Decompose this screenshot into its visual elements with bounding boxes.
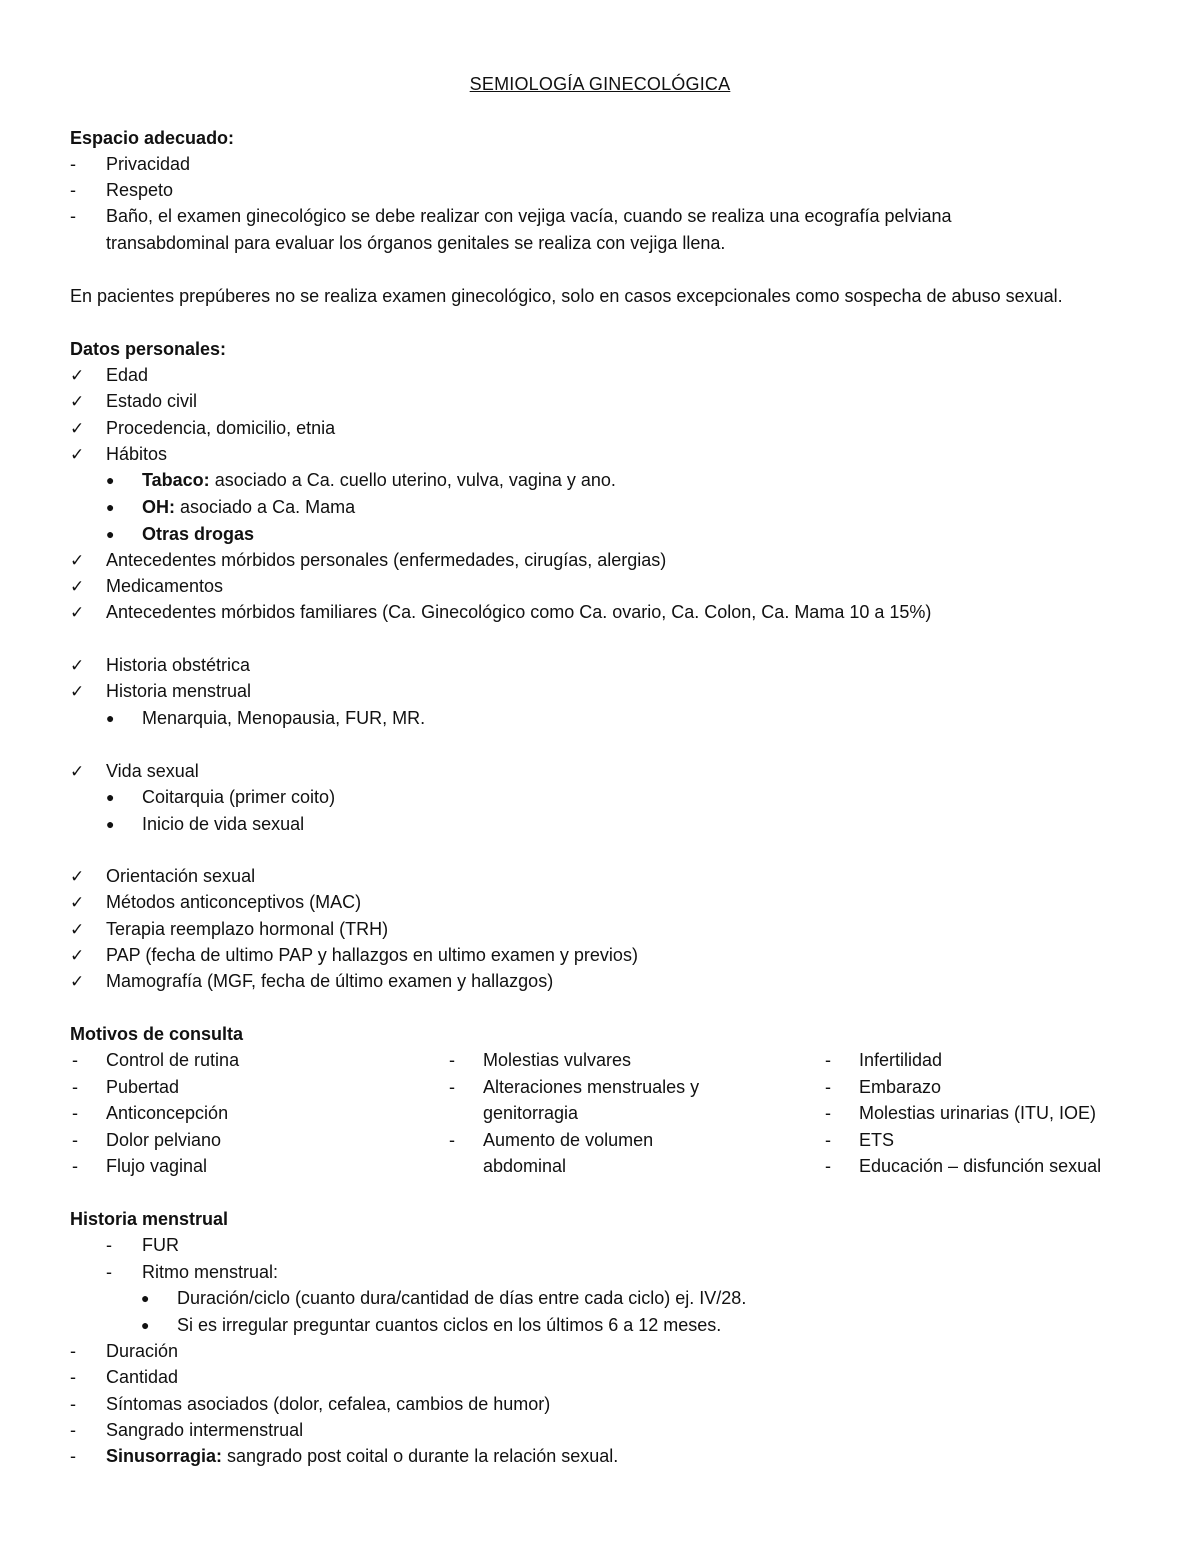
item-text: Mamografía (MGF, fecha de último examen y hallazgos) bbox=[106, 971, 554, 991]
item-text: Medicamentos bbox=[106, 576, 224, 596]
item-text: asociado a Ca. cuello uterino, vulva, vagina y ano. bbox=[209, 470, 616, 490]
list-item bbox=[70, 1417, 303, 1443]
item-text: asociado a Ca. Mama bbox=[175, 497, 356, 517]
item-text: Dolor pelviano bbox=[106, 1129, 222, 1150]
heading-espacio: Espacio adecuado: bbox=[70, 128, 235, 148]
item-text: Si es irregular preguntar cuantos ciclos en los últimos 6 a 12 meses. bbox=[177, 1315, 722, 1335]
check-icon: ✓ bbox=[70, 603, 85, 622]
check-icon: ✓ bbox=[70, 972, 85, 991]
list-item bbox=[72, 1153, 239, 1180]
list-item bbox=[70, 151, 190, 177]
check-item bbox=[70, 863, 255, 889]
bullet-item bbox=[106, 784, 335, 810]
item-text: Sangrado intermenstrual bbox=[106, 1420, 304, 1440]
dash-marker: - bbox=[72, 1050, 78, 1070]
item-label: Tabaco: bbox=[142, 470, 210, 490]
list-item bbox=[70, 203, 952, 229]
item-text: Historia menstrual bbox=[106, 681, 252, 701]
item-text: Orientación sexual bbox=[106, 866, 256, 886]
item-text: Vida sexual bbox=[106, 761, 199, 781]
check-icon: ✓ bbox=[70, 551, 85, 570]
list-item bbox=[825, 1153, 1101, 1180]
dash-marker: - bbox=[70, 1367, 76, 1387]
check-item bbox=[70, 599, 931, 625]
item-text: Educación – disfunción sexual bbox=[859, 1156, 1102, 1176]
item-text: Procedencia, domicilio, etnia bbox=[106, 418, 336, 438]
item-text: Molestias vulvares bbox=[483, 1050, 632, 1070]
motivos-column-3 bbox=[825, 1047, 1101, 1180]
dash-marker: - bbox=[70, 1394, 76, 1414]
item-text: Terapia reemplazo hormonal (TRH) bbox=[106, 919, 389, 939]
item-text: Edad bbox=[106, 365, 149, 385]
dash-marker: - bbox=[70, 206, 76, 226]
item-text: Baño, el examen ginecológico se debe realizar con vejiga vacía, cuando se realiza una ecografía pelviana bbox=[106, 206, 952, 226]
bullet-icon: ● bbox=[106, 526, 115, 542]
list-item bbox=[72, 1074, 239, 1101]
dash-marker: - bbox=[825, 1103, 831, 1123]
bullet-icon: ● bbox=[106, 499, 115, 515]
item-text: Hábitos bbox=[106, 444, 168, 464]
check-item bbox=[70, 573, 223, 599]
list-item bbox=[106, 1259, 278, 1285]
dash-marker: - bbox=[70, 1446, 76, 1466]
list-item bbox=[449, 1074, 699, 1101]
check-icon: ✓ bbox=[70, 392, 85, 411]
bullet-icon: ● bbox=[106, 472, 115, 488]
check-icon: ✓ bbox=[70, 762, 85, 781]
list-item bbox=[449, 1127, 699, 1154]
bullet-icon: ● bbox=[141, 1290, 150, 1306]
list-item-continuation: genitorragia bbox=[483, 1103, 579, 1123]
list-item bbox=[449, 1047, 699, 1074]
item-text: Estado civil bbox=[106, 391, 198, 411]
item-text: Síntomas asociados (dolor, cefalea, cambios de humor) bbox=[106, 1394, 551, 1414]
item-text: Menarquia, Menopausia, FUR, MR. bbox=[142, 708, 426, 728]
item-text: Cantidad bbox=[106, 1367, 179, 1387]
list-item bbox=[70, 1364, 178, 1390]
bullet-icon: ● bbox=[106, 789, 115, 805]
item-label: Sinusorragia: bbox=[106, 1446, 223, 1466]
list-item bbox=[825, 1127, 1101, 1154]
dash-marker: - bbox=[70, 1341, 76, 1361]
dash-marker: - bbox=[70, 1420, 76, 1440]
item-text: Antecedentes mórbidos personales (enfermedades, cirugías, alergias) bbox=[106, 550, 667, 570]
dash-marker: - bbox=[106, 1235, 112, 1255]
list-item bbox=[70, 177, 173, 203]
dash-marker: - bbox=[106, 1262, 112, 1282]
heading-motivos: Motivos de consulta bbox=[70, 1024, 244, 1044]
dash-marker: - bbox=[70, 180, 76, 200]
check-icon: ✓ bbox=[70, 445, 85, 464]
page-title: SEMIOLOGÍA GINECOLÓGICA bbox=[469, 74, 731, 94]
item-text: Antecedentes mórbidos familiares (Ca. Ginecológico como Ca. ovario, Ca. Colon, Ca. Mama 10 a 15%) bbox=[106, 602, 932, 622]
list-item bbox=[72, 1127, 239, 1154]
check-item bbox=[70, 362, 148, 388]
item-text: Historia obstétrica bbox=[106, 655, 251, 675]
list-item bbox=[106, 1232, 179, 1258]
check-icon: ✓ bbox=[70, 577, 85, 596]
check-icon: ✓ bbox=[70, 682, 85, 701]
dash-marker: - bbox=[825, 1156, 831, 1176]
item-label: Otras drogas bbox=[142, 524, 255, 544]
bullet-item bbox=[141, 1285, 746, 1311]
motivos-column-2 bbox=[449, 1047, 699, 1180]
check-icon: ✓ bbox=[70, 946, 85, 965]
check-icon: ✓ bbox=[70, 656, 85, 675]
item-text: Flujo vaginal bbox=[106, 1156, 208, 1176]
list-item-continuation: abdominal bbox=[483, 1156, 567, 1176]
dash-marker: - bbox=[72, 1129, 78, 1150]
item-text: Infertilidad bbox=[859, 1050, 943, 1070]
item-text: Aumento de volumen bbox=[483, 1129, 654, 1150]
paragraph-prepuberes: En pacientes prepúberes no se realiza examen ginecológico, solo en casos excepcionales como sospecha de abuso sexual. bbox=[70, 286, 1063, 306]
item-text: Duración/ciclo (cuanto dura/cantidad de días entre cada ciclo) ej. IV/28. bbox=[177, 1288, 747, 1308]
item-text: ETS bbox=[859, 1129, 895, 1150]
dash-marker: - bbox=[449, 1050, 455, 1070]
item-text: Embarazo bbox=[859, 1076, 942, 1097]
item-text: Inicio de vida sexual bbox=[142, 814, 305, 834]
dash-marker: - bbox=[70, 154, 76, 174]
dash-marker: - bbox=[72, 1076, 78, 1097]
check-item bbox=[70, 547, 666, 573]
dash-marker: - bbox=[825, 1129, 831, 1150]
list-item bbox=[70, 1391, 550, 1417]
dash-marker: - bbox=[449, 1076, 455, 1097]
list-item bbox=[70, 1338, 178, 1364]
dash-marker: - bbox=[825, 1050, 831, 1070]
item-text: sangrado post coital o durante la relación sexual. bbox=[222, 1446, 619, 1466]
bullet-item bbox=[106, 521, 254, 547]
item-label: OH: bbox=[142, 497, 175, 517]
item-text: Pubertad bbox=[106, 1076, 180, 1097]
list-item bbox=[72, 1100, 239, 1127]
bullet-item bbox=[106, 494, 355, 520]
bullet-item bbox=[106, 705, 425, 731]
check-item bbox=[70, 916, 388, 942]
check-item bbox=[70, 388, 197, 414]
item-text: Métodos anticonceptivos (MAC) bbox=[106, 892, 362, 912]
check-icon: ✓ bbox=[70, 920, 85, 939]
item-text: Duración bbox=[106, 1341, 179, 1361]
dash-marker: - bbox=[72, 1156, 78, 1176]
check-item bbox=[70, 968, 553, 994]
item-text: Coitarquia (primer coito) bbox=[142, 787, 336, 807]
check-item bbox=[70, 441, 167, 467]
check-item bbox=[70, 942, 638, 968]
item-text: FUR bbox=[142, 1235, 179, 1255]
check-icon: ✓ bbox=[70, 366, 85, 385]
dash-marker: - bbox=[825, 1076, 831, 1097]
list-item bbox=[72, 1047, 239, 1074]
bullet-item bbox=[106, 467, 616, 493]
item-text: Privacidad bbox=[106, 154, 191, 174]
check-item bbox=[70, 758, 199, 784]
list-item bbox=[825, 1100, 1101, 1127]
dash-marker: - bbox=[449, 1129, 455, 1150]
bullet-item bbox=[141, 1312, 721, 1338]
item-text: Ritmo menstrual: bbox=[142, 1262, 279, 1282]
list-item bbox=[825, 1047, 1101, 1074]
item-text: Control de rutina bbox=[106, 1050, 240, 1070]
check-item bbox=[70, 652, 250, 678]
item-text: PAP (fecha de ultimo PAP y hallazgos en ultimo examen y previos) bbox=[106, 945, 638, 965]
item-text: Respeto bbox=[106, 180, 174, 200]
list-item bbox=[70, 1443, 618, 1469]
dash-marker: - bbox=[72, 1103, 78, 1123]
bullet-item bbox=[106, 811, 304, 837]
check-icon: ✓ bbox=[70, 419, 85, 438]
check-item bbox=[70, 415, 335, 441]
check-icon: ✓ bbox=[70, 867, 85, 886]
item-text: Alteraciones menstruales y bbox=[483, 1076, 700, 1097]
motivos-column-1 bbox=[72, 1047, 239, 1180]
list-item bbox=[825, 1074, 1101, 1101]
item-text: Anticoncepción bbox=[106, 1103, 229, 1123]
heading-datos: Datos personales: bbox=[70, 339, 227, 359]
check-icon: ✓ bbox=[70, 893, 85, 912]
bullet-icon: ● bbox=[141, 1317, 150, 1333]
check-item bbox=[70, 678, 251, 704]
bullet-icon: ● bbox=[106, 816, 115, 832]
heading-historia: Historia menstrual bbox=[70, 1209, 229, 1229]
check-item bbox=[70, 889, 361, 915]
bullet-icon: ● bbox=[106, 710, 115, 726]
list-item-continuation: transabdominal para evaluar los órganos genitales se realiza con vejiga llena. bbox=[106, 233, 726, 253]
item-text: Molestias urinarias (ITU, IOE) bbox=[859, 1103, 1097, 1123]
